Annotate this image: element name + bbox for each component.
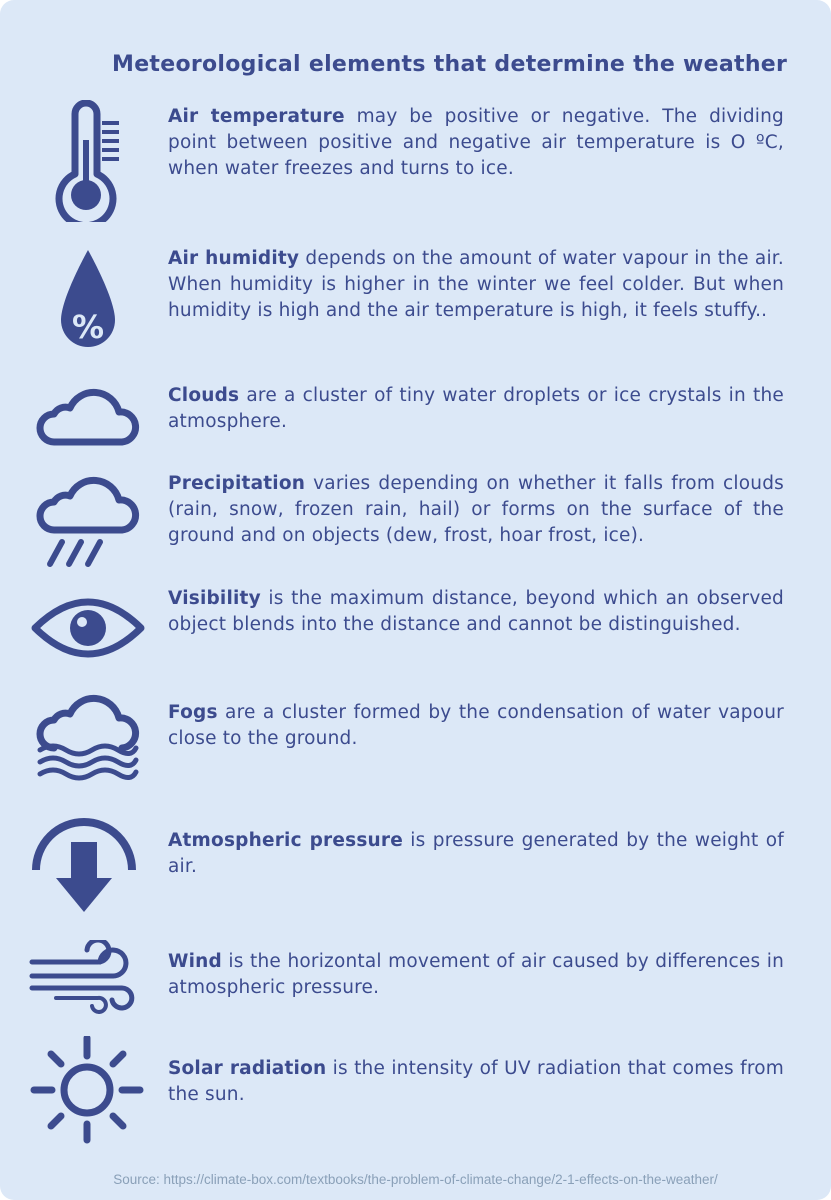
term: Solar radiation xyxy=(168,1058,327,1079)
description: are a cluster formed by the condensation of water vapour close to the ground. xyxy=(168,702,784,749)
description: may be positive or negative. The dividing point between positive and negative air temperature is O ºC, when water freezes and turns to ice. xyxy=(168,106,784,179)
item-atmospheric-pressure xyxy=(168,828,784,880)
description: is the maximum distance, beyond which an observed object blends into the distance and cannot be distinguished. xyxy=(168,588,784,635)
pressure-icon xyxy=(28,812,140,916)
item-fogs xyxy=(168,700,784,752)
sun-icon xyxy=(30,1036,144,1144)
thermometer-icon xyxy=(52,100,124,222)
term: Wind xyxy=(168,951,222,972)
humidity-drop-icon xyxy=(55,246,121,358)
wind-icon xyxy=(26,940,144,1014)
term: Fogs xyxy=(168,702,218,723)
source-citation: Source: https://climate-box.com/textbooks/the-problem-of-climate-change/2-1-effects-on-the-weather/ xyxy=(113,1172,718,1187)
item-visibility xyxy=(168,586,784,638)
eye-icon xyxy=(30,592,146,664)
term: Clouds xyxy=(168,385,240,406)
description: is the intensity of UV radiation that comes from the sun. xyxy=(168,1058,784,1105)
description: is pressure generated by the weight of air. xyxy=(168,830,784,877)
description: are a cluster of tiny water droplets or ice crystals in the atmosphere. xyxy=(168,385,784,432)
item-solar-radiation xyxy=(168,1056,784,1108)
item-wind xyxy=(168,949,784,1001)
item-air-humidity xyxy=(168,246,784,324)
percent-symbol: % xyxy=(71,308,105,346)
term: Air humidity xyxy=(168,248,300,269)
description: is the horizontal movement of air caused by differences in atmospheric pressure. xyxy=(168,951,784,998)
fog-icon xyxy=(36,684,140,784)
cloud-icon xyxy=(36,378,140,448)
description: varies depending on whether it falls from clouds (rain, snow, frozen rain, hail) or forms on the surface of the ground and on objects (dew, frost, hoar frost, ice). xyxy=(168,473,784,546)
term: Atmospheric pressure xyxy=(168,830,403,851)
item-air-temperature xyxy=(168,104,784,182)
item-clouds xyxy=(168,383,784,435)
description: depends on the amount of water vapour in the air. When humidity is higher in the winter we feel colder. But when humidity is high and the air temperature is high, it feels stuffy.. xyxy=(168,248,784,321)
page-title: Meteorological elements that determine the weather xyxy=(112,52,788,77)
term: Air temperature xyxy=(168,106,345,127)
term: Precipitation xyxy=(168,473,306,494)
rain-cloud-icon xyxy=(36,466,140,572)
term: Visibility xyxy=(168,588,261,609)
item-precipitation xyxy=(168,471,784,549)
